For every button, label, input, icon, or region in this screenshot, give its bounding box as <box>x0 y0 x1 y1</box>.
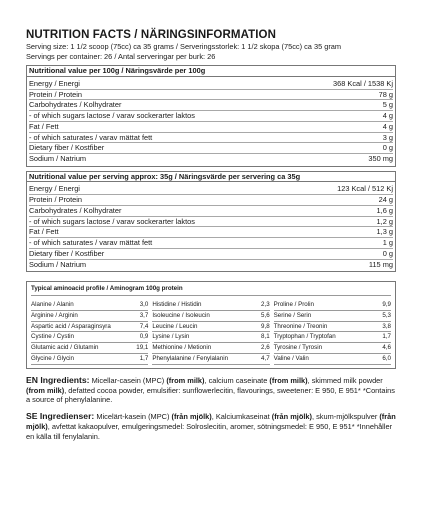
amino-grid <box>31 300 391 364</box>
nutrient-row-value: 123 Kcal / 512 Kj <box>337 184 393 194</box>
amino-row-label: Lysine / Lysin <box>152 333 190 341</box>
amino-row-label: Phenylalanine / Fenylalanin <box>152 354 229 362</box>
amino-row <box>152 322 269 333</box>
nutrient-row <box>29 195 393 206</box>
ingredients-se-text: Micelärt-kasein (MPC) <box>94 412 172 422</box>
nutrient-row <box>29 133 393 144</box>
amino-row <box>152 300 269 311</box>
nutrient-row-label: - of which sugars lactose / varav sockerarter laktos <box>29 216 195 226</box>
nutrient-row-value: 368 Kcal / 1538 Kj <box>333 78 393 88</box>
amino-column-3 <box>274 300 391 364</box>
amino-row <box>274 354 391 365</box>
nutrient-row <box>29 260 393 270</box>
nutrient-row-value: 3 g <box>382 132 393 142</box>
amino-row <box>274 300 391 311</box>
amino-row-value: 2,3 <box>261 301 270 309</box>
nutrient-row-label: Protein / Protein <box>29 89 82 99</box>
nutrient-row <box>29 100 393 111</box>
nutrient-row-value: 115 mg <box>368 259 393 269</box>
nutrient-row-label: Carbohydrates / Kolhydrater <box>29 100 122 110</box>
nutrient-row <box>29 90 393 101</box>
amino-row-label: Histidine / Histidin <box>152 301 202 309</box>
ingredients-en <box>26 376 396 406</box>
nutrient-row-value: 4 g <box>382 121 393 131</box>
per-100g-table <box>26 65 396 167</box>
nutrient-row-label: Carbohydrates / Kolhydrater <box>29 205 122 215</box>
amino-row-value: 1,7 <box>139 354 149 362</box>
amino-row <box>152 311 269 322</box>
nutrient-row <box>29 206 393 217</box>
amino-row <box>31 343 148 354</box>
ingredients-se-text: , Kalciumkaseinat <box>211 412 272 422</box>
amino-profile-box <box>26 281 396 368</box>
amino-row-value: 5,3 <box>382 312 391 320</box>
per-serving-header: Nutritional value per serving approx: 35g / Näringsvärde per servering ca 35g <box>27 172 395 183</box>
amino-row <box>274 332 391 343</box>
ingredients-se <box>26 412 396 442</box>
amino-row-value: 4,6 <box>382 344 391 352</box>
nutrient-row <box>29 122 393 133</box>
amino-row <box>274 322 391 333</box>
nutrient-row <box>29 154 393 164</box>
amino-row-value: 3,7 <box>139 312 149 320</box>
nutrient-row-value: 5 g <box>382 100 393 110</box>
per-serving-rows <box>27 182 395 271</box>
amino-row-value: 9,8 <box>261 322 270 330</box>
ingredients-en-text: Micellar-casein (MPC) <box>89 375 167 385</box>
amino-row <box>152 332 269 343</box>
allergen-mark: (from milk) <box>166 375 205 385</box>
ingredients-en-text: , calcium caseinate <box>204 375 270 385</box>
amino-row-value: 1,7 <box>382 333 391 341</box>
amino-row-label: Serine / Serin <box>273 312 312 320</box>
ingredients-en-text: , skimmed milk powder <box>307 375 383 385</box>
amino-row-value: 9,9 <box>382 301 391 309</box>
nutrient-row-value: 350 mg <box>368 154 393 164</box>
allergen-mark: (från mjölk) <box>171 412 212 422</box>
nutrient-row-label: Energy / Energi <box>29 78 80 88</box>
amino-row-value: 0,9 <box>139 333 149 341</box>
amino-row-value: 2,6 <box>261 344 270 352</box>
amino-row <box>31 354 148 365</box>
amino-row-value: 5,6 <box>261 312 270 320</box>
amino-row-label: Valine / Valin <box>273 354 309 362</box>
nutrient-row <box>29 184 393 195</box>
nutrient-row-value: 1,6 g <box>376 205 393 215</box>
label-title: NUTRITION FACTS / NÄRINGSINFORMATION <box>26 29 276 41</box>
nutrient-row-value: 1 g <box>382 238 393 248</box>
amino-row-label: Tyrosine / Tyrosin <box>273 344 323 352</box>
amino-row-label: Proline / Prolin <box>273 301 314 309</box>
nutrient-row-label: - of which saturates / varav mättat fett <box>29 238 153 248</box>
amino-row-label: Tryptophan / Tryptofan <box>273 333 336 341</box>
nutrient-row-value: 1,2 g <box>376 216 393 226</box>
nutrient-row-value: 0 g <box>382 143 393 153</box>
allergen-mark: (from milk) <box>26 385 65 395</box>
amino-row-label: Isoleucine / Isoleucin <box>152 312 210 320</box>
nutrient-row-value: 4 g <box>382 111 393 121</box>
nutrient-row-label: Sodium / Natrium <box>29 154 87 164</box>
ingredients-en-lead: EN Ingredients: <box>26 374 90 385</box>
amino-row-label: Leucine / Leucin <box>152 322 198 330</box>
amino-row <box>31 311 148 322</box>
nutrient-row-label: - of which sugars lactose / varav sockerarter laktos <box>29 111 195 121</box>
ingredients-se-text: , avfettat kakaopulver, emulgeringsmedel: Solroslecitin, aromer, sötningsmedel: E 950, E 951* *Innehåller en källa till fenylalanin. <box>26 422 393 442</box>
amino-row-value: 6,0 <box>382 354 391 362</box>
servings-per-container: Servings per container: 26 / Antal serveringar per burk: 26 <box>26 51 216 61</box>
amino-row-label: Aspartic acid / Asparaginsyra <box>31 322 111 330</box>
ingredients-en-text: , defatted cocoa powder, emulsifier: sunflowerlecitin, flavourings, sweetener: E 950, E 951* *Contains a source of phenylalanine. <box>26 385 395 405</box>
nutrient-row <box>29 143 393 154</box>
amino-row <box>152 343 269 354</box>
nutrient-row <box>29 111 393 122</box>
per-serving-table <box>26 171 396 273</box>
nutrient-row-label: Energy / Energi <box>29 184 80 194</box>
nutrient-row <box>29 217 393 228</box>
nutrient-row-label: - of which saturates / varav mättat fett <box>29 132 153 142</box>
amino-row-label: Glycine / Glycin <box>31 354 74 362</box>
allergen-mark: (från mjölk) <box>26 412 396 432</box>
amino-row-label: Cystine / Cystin <box>31 333 74 341</box>
ingredients-se-lead: SE Ingredienser: <box>26 411 95 422</box>
per-100g-header: Nutritional value per 100g / Näringsvärde per 100g <box>27 66 395 77</box>
allergen-mark: (from milk) <box>269 375 308 385</box>
amino-row <box>152 354 269 365</box>
amino-profile-header: Typical aminoacid profile / Aminogram 100g protein <box>31 285 391 296</box>
nutrient-row-label: Fat / Fett <box>29 121 59 131</box>
amino-row-value: 7,4 <box>139 322 149 330</box>
nutrient-row-value: 1,3 g <box>376 227 393 237</box>
amino-column-1 <box>31 300 148 364</box>
amino-row-label: Methionine / Metionin <box>152 344 212 352</box>
nutrient-row-value: 78 g <box>378 89 393 99</box>
nutrient-row-label: Protein / Protein <box>29 195 82 205</box>
serving-size: Serving size: 1 1/2 scoop (75cc) ca 35 grams / Serveringsstorlek: 1 1/2 skopa (75cc) ca 35 gram <box>26 42 342 51</box>
nutrient-row-label: Fat / Fett <box>29 227 59 237</box>
amino-row-label: Alanine / Alanin <box>31 301 74 309</box>
amino-row-value: 8,1 <box>261 333 270 341</box>
allergen-mark: (från mjölk) <box>271 412 312 422</box>
nutrient-row-value: 24 g <box>378 195 393 205</box>
nutrient-row-value: 0 g <box>382 248 393 258</box>
amino-row-value: 3,8 <box>382 322 391 330</box>
amino-row <box>31 332 148 343</box>
amino-row <box>31 322 148 333</box>
nutrient-row-label: Dietary fiber / Kostfiber <box>29 248 105 258</box>
per-100g-rows <box>27 77 395 166</box>
nutrient-row <box>29 238 393 249</box>
amino-row <box>274 311 391 322</box>
amino-row-label: Arginine / Arginin <box>31 312 78 320</box>
ingredients-se-text: , skum-mjölkspulver <box>311 412 380 422</box>
amino-row-label: Threonine / Treonin <box>273 322 328 330</box>
amino-row-value: 3,0 <box>139 301 149 309</box>
nutrient-row-label: Sodium / Natrium <box>29 259 87 269</box>
amino-row-value: 19,1 <box>136 344 149 352</box>
nutrient-row <box>29 249 393 260</box>
nutrient-row <box>29 227 393 238</box>
nutrient-row <box>29 79 393 90</box>
nutrient-row-label: Dietary fiber / Kostfiber <box>29 143 105 153</box>
amino-row <box>31 300 148 311</box>
amino-row-label: Glutamic acid / Glutamin <box>31 344 99 352</box>
amino-column-2 <box>152 300 269 364</box>
amino-row <box>274 343 391 354</box>
nutrition-label <box>26 28 396 442</box>
amino-row-value: 4,7 <box>261 354 270 362</box>
